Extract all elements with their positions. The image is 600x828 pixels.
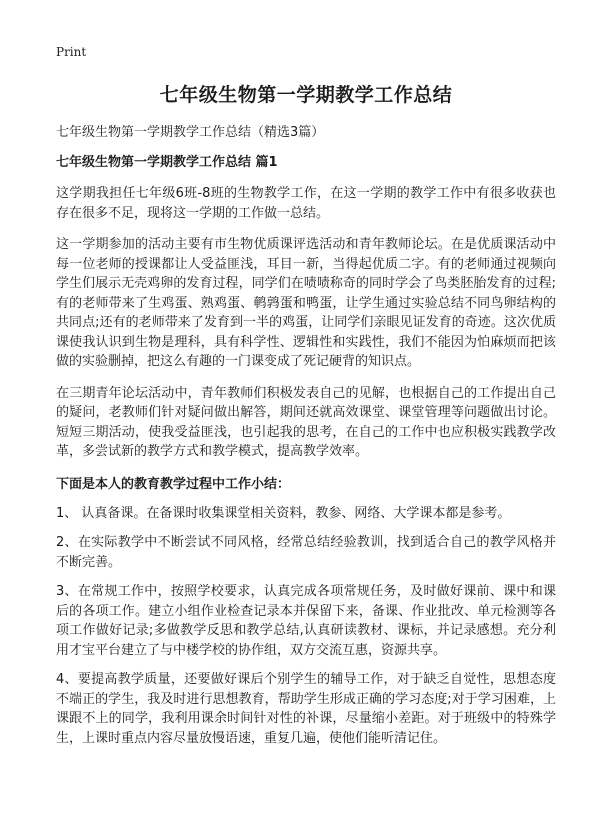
list-item-4: 4、要提高教学质量，还要做好课后个别学生的辅导工作，对于缺乏自觉性，思想态度不端正的学生，我及时进行思想教育，帮助学生形成正确的学习态度;对于学习困难，上课跟不上的同学，我利用课余时间针对性的补课，尽量缩小差距。对于班级中的特殊学生，上课时重点内容尽量放慢语速，重复几遍，使他们能听清记住。: [56, 672, 556, 746]
list-item-1: 1、 认真备课。在备课时收集课堂相关资料，教参、网络、大学课本都是参考。: [56, 505, 511, 521]
paragraph-forum: 在三期青年论坛活动中，青年教师们积极发表自己的见解，也根据自己的工作提出自己的疑问，老教师们针对疑问做出解答，期间还就高效课堂、课堂管理等问题做出讨论。短短三期活动，使我受益匪浅，也引起我的思考，在自己的工作中也应积极实践教学改革，多尝试新的教学方式和教学模式，提高教学效率。: [56, 385, 556, 459]
print-link[interactable]: Print: [56, 45, 87, 59]
summary-heading: 下面是本人的教育教学过程中工作小结：: [56, 476, 291, 492]
paragraph-activities: 这一学期参加的活动主要有市生物优质课评选活动和青年教师论坛。在是优质课活动中每一位老师的授课都让人受益匪浅，耳目一新，当得起优质二字。有的老师通过视频向学生们展示无壳鸡卵的发育过程，同学们在啧啧称奇的同时学会了鸟类胚胎发育的过程;有的老师带来了生鸡蛋、熟鸡蛋、鹌鹑蛋和鸭蛋，让学生通过实验总结不同鸟卵结构的共同点;还有的老师带来了发育到一半的鸡蛋，让同学们亲眼见证发育的奇迹。这次优质课使我认识到生物是理科，具有科学性、逻辑性和实践性，我们不能因为怕麻烦而把该做的实验删掉，把这么有趣的一门课变成了死记硬背的知识点。: [56, 237, 556, 369]
section-heading: 七年级生物第一学期教学工作总结 篇1: [56, 155, 278, 170]
document-title: 七年级生物第一学期教学工作总结: [159, 84, 453, 106]
list-item-3: 3、在常规工作中，按照学校要求，认真完成各项常规任务，及时做好课前、课中和课后的各项工作。建立小组作业检查记录本并保留下来，备课、作业批改、单元检测等各项工作做好记录;多做教学反思和教学总结,认真研读教材、课标，并记录感想。充分利用才宝平台建立了与中楼学校的协作组，双方交流互惠，资源共享。: [56, 584, 556, 658]
document-subtitle: 七年级生物第一学期教学工作总结（精选3篇）: [56, 125, 325, 140]
list-item-2: 2、在实际教学中不断尝试不同风格，经常总结经验教训，找到适合自己的教学风格并不断完善。: [56, 535, 556, 570]
paragraph-intro: 这学期我担任七年级6班-8班的生物教学工作，在这一学期的教学工作中有很多收获也存在很多不足，现将这一学期的工作做一总结。: [56, 186, 556, 221]
